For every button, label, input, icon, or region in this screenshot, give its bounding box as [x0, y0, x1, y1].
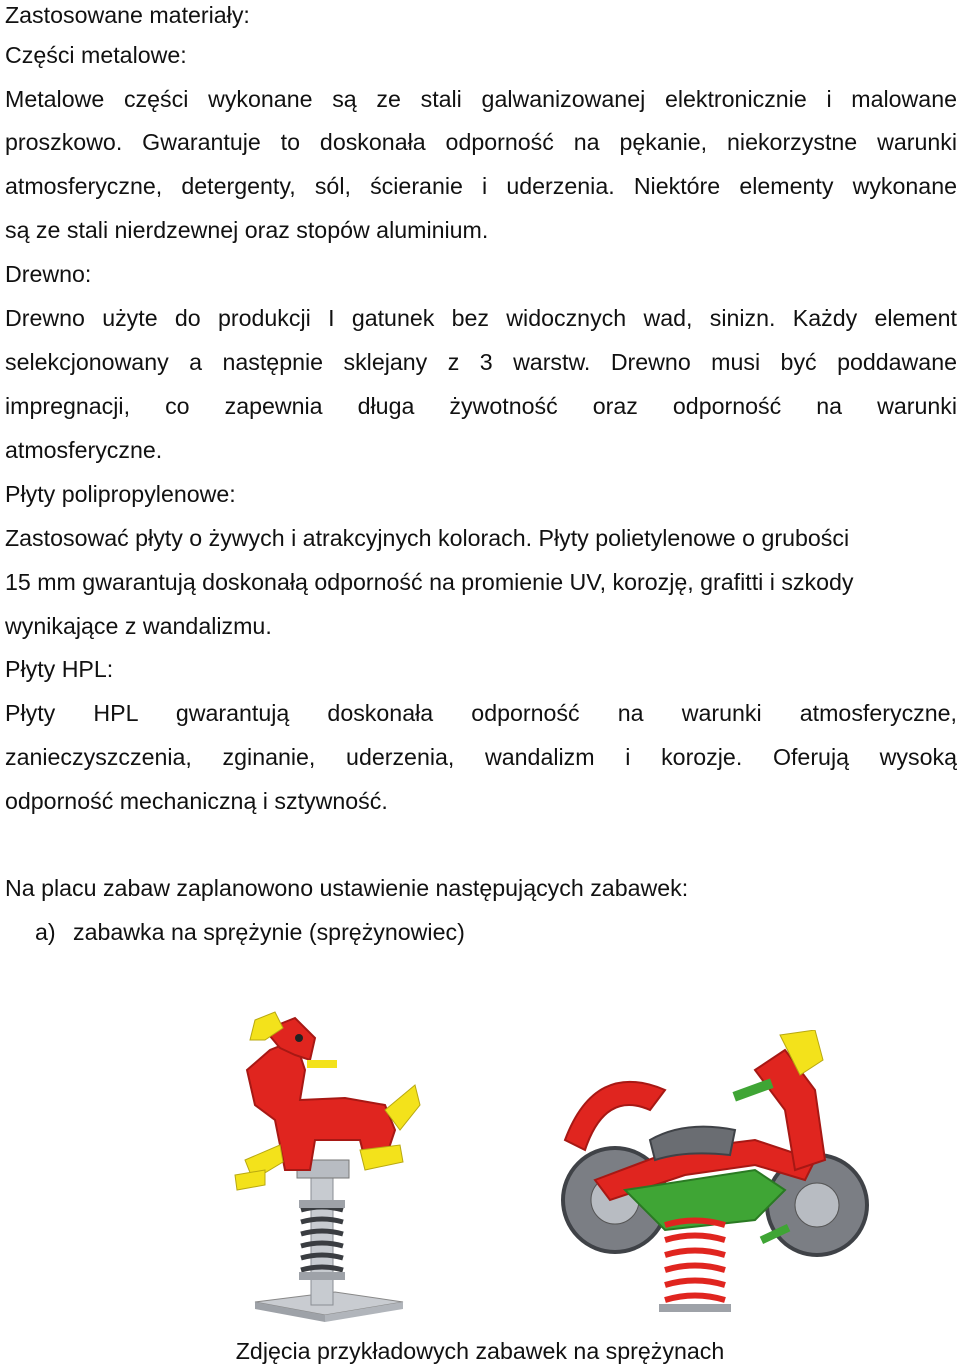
heading-materials: Zastosowane materiały: — [5, 2, 250, 28]
text-line: Płyty HPL gwarantują doskonała odporność na warunki atmosferyczne, — [5, 700, 957, 726]
list-item-text: zabawka na sprężynie (sprężynowiec) — [73, 919, 465, 945]
text-line: selekcjonowany a następnie sklejany z 3 warstw. Drewno musi być poddawane — [5, 349, 957, 375]
motorbike-spring-toy-image — [555, 1030, 875, 1330]
text-line: Zastosować płyty o żywych i atrakcyjnych kolorach. Płyty polietylenowe o grubości — [5, 525, 850, 551]
text-line: odporność mechaniczną i sztywność. — [5, 788, 388, 814]
list-marker: a) — [35, 919, 56, 945]
text-line: atmosferyczne. — [5, 437, 163, 463]
text-line: 15 mm gwarantują doskonałą odporność na promienie UV, korozję, grafitti i szkody — [5, 569, 854, 595]
text-line: Drewno użyte do produkcji I gatunek bez widocznych wad, sinizn. Każdy element — [5, 305, 957, 331]
text-line: Metalowe części wykonane są ze stali galwanizowanej elektronicznie i malowane — [5, 86, 957, 112]
figure-caption: Zdjęcia przykładowych zabawek na sprężynach — [235, 1338, 725, 1364]
text-line: są ze stali nierdzewnej oraz stopów aluminium. — [5, 217, 489, 243]
heading-metal-parts: Części metalowe: — [5, 42, 187, 68]
horse-spring-toy-drawing — [225, 1010, 425, 1330]
text-line: wynikające z wandalizmu. — [5, 613, 272, 639]
heading-polypropylene: Płyty polipropylenowe: — [5, 481, 236, 507]
motorbike-spring-toy-drawing — [555, 1030, 875, 1330]
intro-line: Na placu zabaw zaplanowono ustawienie następujących zabawek: — [5, 875, 689, 901]
horse-spring-toy-image — [225, 1010, 425, 1330]
text-line: atmosferyczne, detergenty, sól, ścieranie i uderzenia. Niektóre elementy wykonane — [5, 173, 957, 199]
text-line: impregnacji, co zapewnia długa żywotność oraz odporność na warunki — [5, 393, 957, 419]
text-line: proszkowo. Gwarantuje to doskonała odporność na pękanie, niekorzystne warunki — [5, 129, 957, 155]
heading-wood: Drewno: — [5, 261, 92, 287]
heading-hpl: Płyty HPL: — [5, 656, 114, 682]
text-line: zanieczyszczenia, zginanie, uderzenia, wandalizm i korozje. Oferują wysoką — [5, 744, 957, 770]
